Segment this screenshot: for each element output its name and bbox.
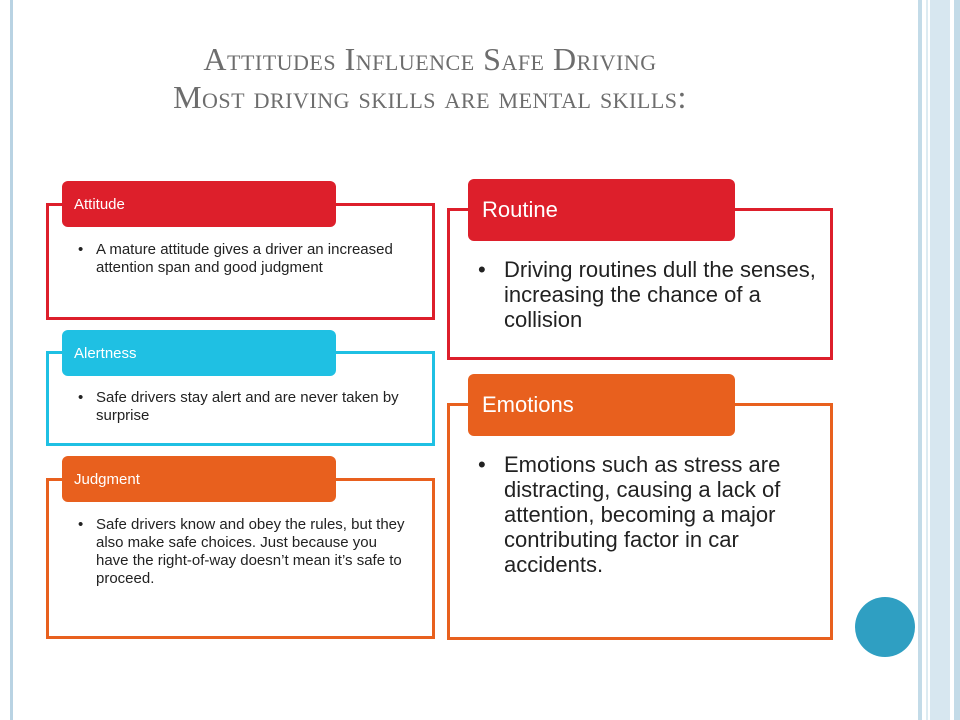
attitude-body [78,241,408,277]
emotions-text: Emotions such as stress are distracting, causing a lack of attention, becoming a major contributing factor in car accidents. [504,452,781,577]
decorative-circle [855,597,915,657]
judgment-tab [62,456,336,502]
title-line-1: Attitudes Influence Safe Driving [203,41,657,77]
routine-bullet-item: • Driving routines dull the senses, increasing the chance of a collision [478,257,816,332]
emotions-label: Emotions [482,392,574,417]
attitude-bullet-item: • A mature attitude gives a driver an increased attention span and good judgment [78,241,393,276]
attitude-label: Attitude [74,195,125,213]
emotions-bullet-item: • Emotions such as stress are distracting, causing a lack of attention, becoming a major contributing factor in car accidents. [478,452,781,577]
slide-frame-right [918,0,960,720]
judgment-bullet-item: • Safe drivers know and obey the rules, but they also make safe choices. Just because you have the right-of-way doesn’t mean it’s safe to proceed. [78,516,405,587]
judgment-body [78,516,408,588]
alertness-tab [62,330,336,376]
slide-frame-left [10,0,13,720]
judgment-label: Judgment [74,470,140,488]
routine-tab [468,179,735,241]
alertness-text: Safe drivers stay alert and are never taken by surprise [96,389,399,424]
alertness-body [78,389,408,425]
emotions-tab [468,374,735,436]
attitude-tab [62,181,336,227]
routine-body [478,257,818,332]
attitude-text: A mature attitude gives a driver an increased attention span and good judgment [96,241,393,276]
routine-text: Driving routines dull the senses, increasing the chance of a collision [504,257,816,332]
routine-label: Routine [482,197,558,222]
alertness-label: Alertness [74,344,137,362]
slide-title [60,40,800,116]
judgment-text: Safe drivers know and obey the rules, but they also make safe choices. Just because you have the right-of-way doesn’t mean it’s safe to proceed. [96,516,405,587]
title-line-2: Most driving skills are mental skills: [173,79,687,115]
alertness-bullet-item: • Safe drivers stay alert and are never taken by surprise [78,389,399,424]
emotions-body [478,452,818,577]
